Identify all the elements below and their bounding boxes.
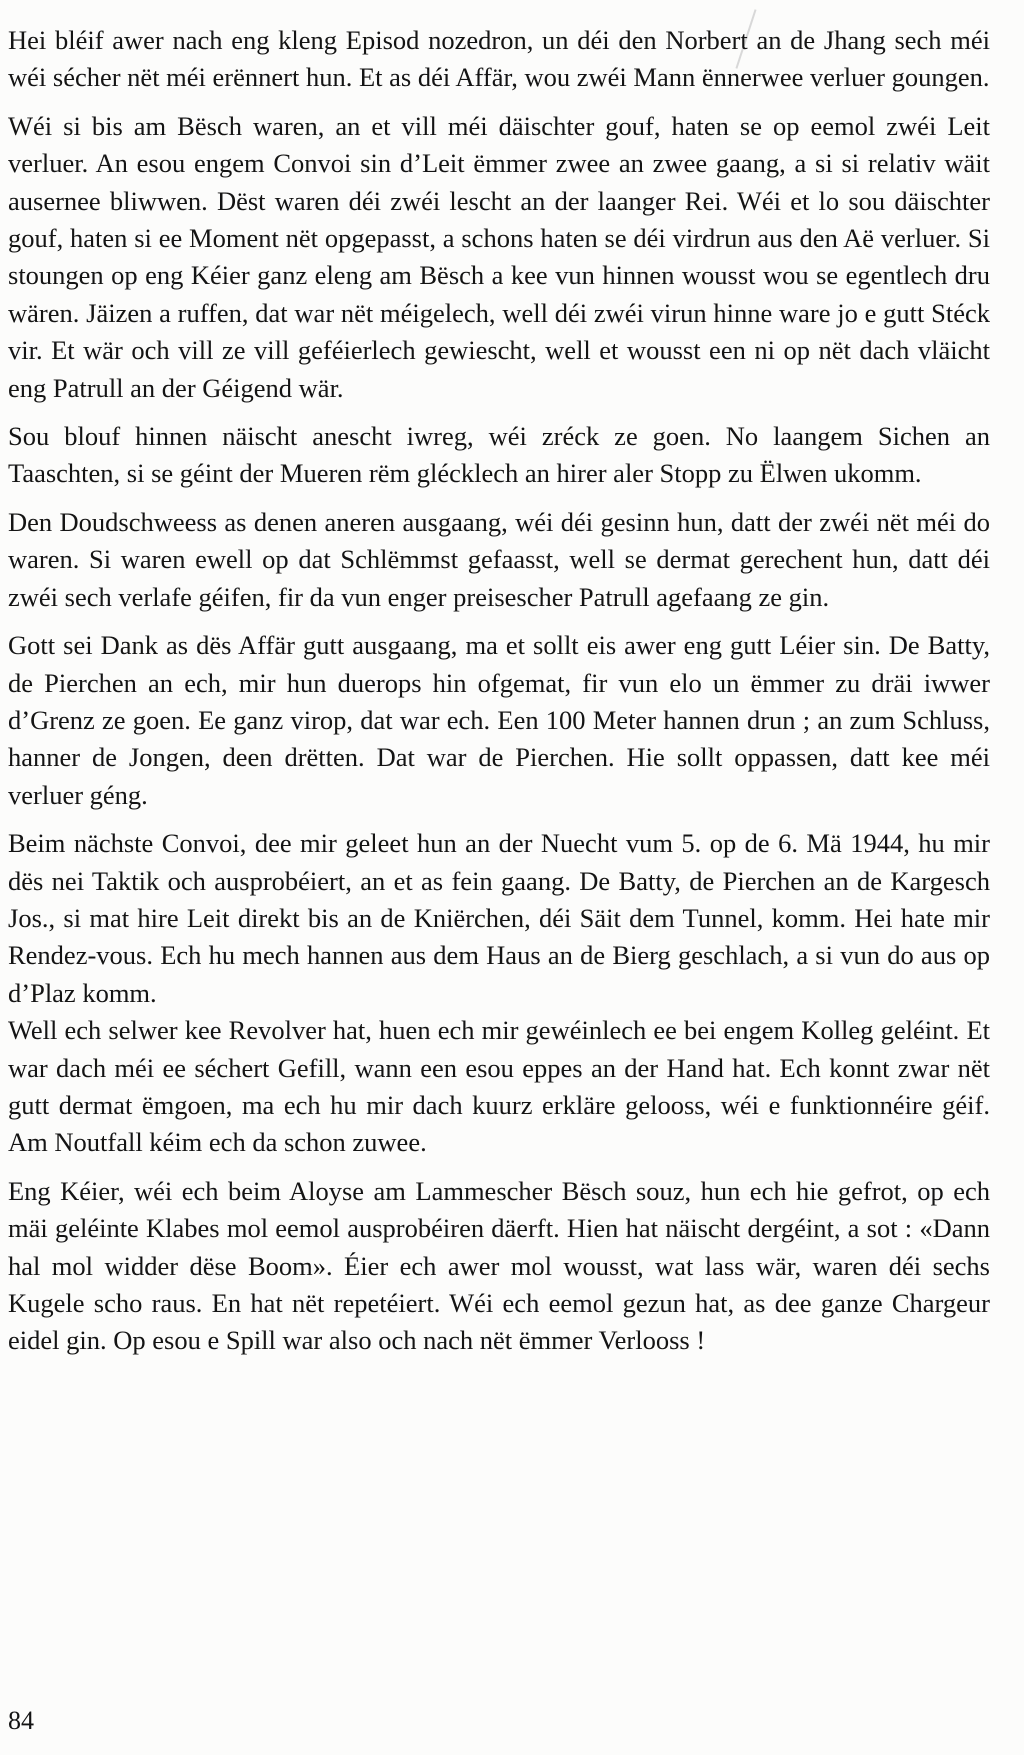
paragraph-6: Beim nächste Convoi, dee mir geleet hun an der Nuecht vum 5. op de 6. Mä 1944, hu mir dës nei Taktik och ausprobéiert, an et as fein gaang. De Batty, de Pierchen an de Kargesch Jos., si mat hire Leit direkt bis an de Kniërchen, déi Säit dem Tunnel, komm. Hei hate mir Rendez-vous. Ech hu mech hannen aus dem Haus an de Bierg geschlach, a si vun do aus op d’Plaz komm. [8,828,990,1008]
paragraph-7: Well ech selwer kee Revolver hat, huen ech mir gewéinlech ee bei engem Kolleg geléint. Et war dach méi ee séchert Gefill, wann een esou eppes an der Hand hat. Ech konnt zwar nët gutt dermat ëmgoen, ma ech hu mir dach kuurz erkläre gelooss, wéi e funktionnéire géif. Am Noutfall kéim ech da schon zuwee. [8,1015,990,1158]
page-number: 84 [8,1706,34,1735]
paragraph-1: Hei bléif awer nach eng kleng Episod nozedron, un déi den Norbert an de Jhang sech méi wéi sécher nët méi erënnert hun. Et as déi Affär, wou zwéi Mann ënnerwee verluer goungen. [8,25,990,93]
paragraph-4: Den Doudschweess as denen aneren ausgaang, wéi déi gesinn hun, datt der zwéi nët méi do waren. Si waren ewell op dat Schlëmmst gefaasst, well se dermat gerechent hun, datt déi zwéi sech verlafe géifen, fir da vun enger preisescher Patrull agefaang ze gin. [8,506,990,612]
body-text [8,22,990,1371]
paragraph-2: Wéi si bis am Bësch waren, an et vill méi däischter gouf, haten se op eemol zwéi Leit verluer. An esou engem Convoi sin d’Leit ëmmer zwee an zwee gaang, a si si relativ wäit ausernee bliwwen. Dëst waren déi zwéi lescht an der laanger Rei. Wéi et lo sou däischter gouf, haten si ee Moment nët opgepasst, a schons haten se déi virdrun aus den Aë verluer. Si stoungen op eng Kéier ganz eleng am Bësch a kee vun hinnen wousst wou se egentlech dru wären. Jäizen a ruffen, dat war nët méigelech, well déi zwéi virun hinne ware jo e gutt Stéck vir. Et wär och vill ze vill geféierlech gewiescht, well et wousst een ni op nët dach vläicht eng Patrull an der Géigend wär. [8,110,990,403]
paragraph-8: Eng Kéier, wéi ech beim Aloyse am Lammescher Bësch souz, hun ech hie gefrot, op ech mäi geléinte Klabes mol eemol ausprobéiren däerft. Hien hat näischt dergéint, a sot : «Dann hal mol widder dëse Boom». Éier ech awer mol wousst, wat lass wär, waren déi sechs Kugele scho raus. En hat nët repetéiert. Wéi ech eemol gezun hat, as dee ganze Chargeur eidel gin. Op esou e Spill war also och nach nët ëmmer Verlooss ! [8,1175,990,1356]
paragraph-3: Sou blouf hinnen näischt anescht iwreg, wéi zréck ze goen. No laangem Sichen an Taaschten, si se géint der Mueren rëm glécklech an hirer aler Stopp zu Ëlwen ukomm. [8,421,990,489]
paragraph-5: Gott sei Dank as dës Affär gutt ausgaang, ma et sollt eis awer eng gutt Léier sin. De Batty, de Pierchen an ech, mir hun duerops hin ofgemat, fir vun elo un ëmmer zu dräi iwwer d’Grenz ze goen. Ee ganz virop, dat war ech. Een 100 Meter hannen drun ; an zum Schluss, hanner de Jongen, deen drëtten. Dat war de Pierchen. Hie sollt oppassen, datt kee méi verluer géng. [8,630,990,810]
